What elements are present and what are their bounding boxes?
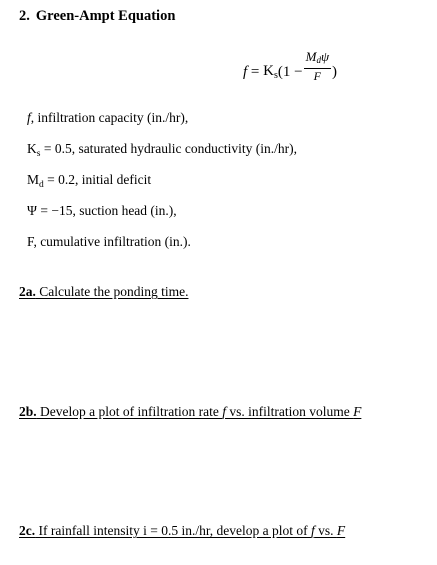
equation-open: (1 −: [277, 63, 303, 80]
equation-close: ): [332, 63, 338, 80]
task-2c: 2c. If rainfall intensity i = 0.5 in./hr, develop a plot of f vs. F: [19, 523, 346, 538]
equation-equals: =: [250, 63, 260, 80]
section-number: 2.: [19, 8, 30, 24]
equation-k: $K_s$: [263, 63, 278, 81]
section-heading: [19, 8, 175, 25]
definition-F: F, cumulative infiltration (in.).: [27, 234, 191, 249]
definition-ks: $K_s = 0.5$, saturated hydraulic conductivity (in./hr),: [27, 141, 297, 159]
fraction-numerator: $M_d\psi$: [304, 50, 331, 69]
task-2a: 2a. Calculate the ponding time.: [19, 284, 189, 299]
variable-definitions: [27, 102, 297, 257]
definition-f: f, infiltration capacity (in./hr),: [27, 110, 189, 125]
task-2b: 2b. Develop a plot of infiltration rate f vs. infiltration volume F: [19, 404, 362, 419]
green-ampt-equation: [243, 46, 337, 98]
definition-psi: Ψ = −15, suction head (in.),: [27, 203, 177, 218]
fraction-denominator: F: [313, 68, 321, 83]
definition-md: $M_d = 0.2$, initial deficit: [27, 172, 152, 190]
equation-fraction: [304, 50, 331, 83]
section-title: Green-Ampt Equation: [35, 8, 176, 24]
equation-lhs: f: [243, 63, 248, 80]
